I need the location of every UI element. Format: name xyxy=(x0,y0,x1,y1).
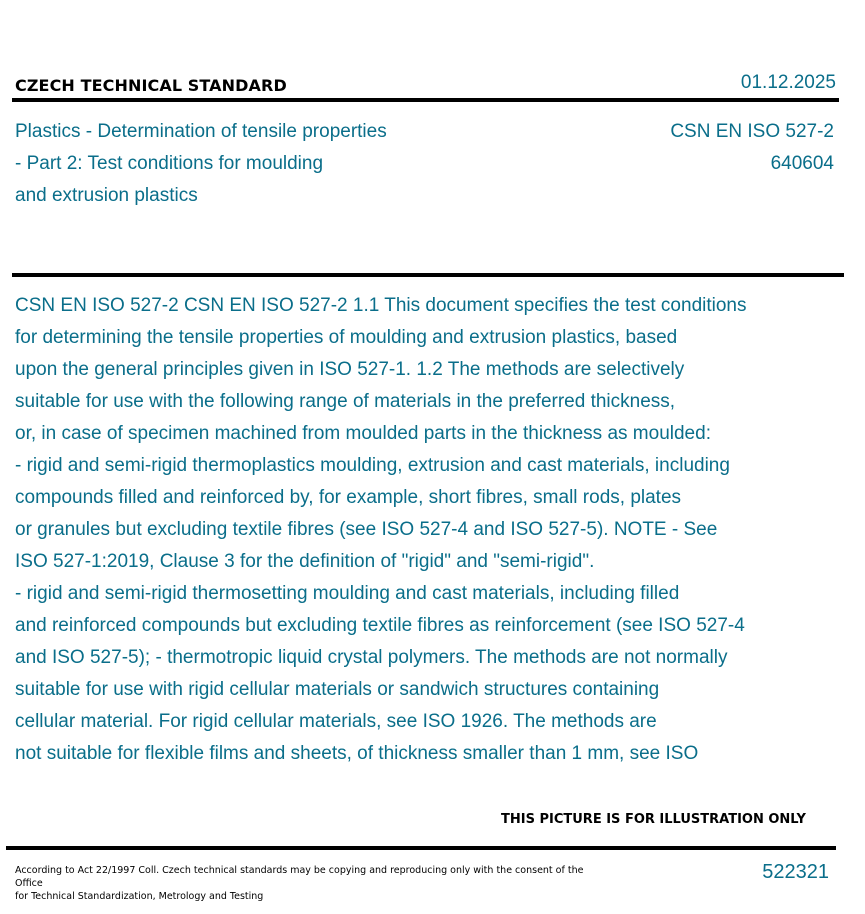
document-type-label: CZECH TECHNICAL STANDARD xyxy=(15,76,287,95)
footer-divider xyxy=(6,846,836,850)
legal-line: for Technical Standardization, Metrology and Testing xyxy=(15,891,264,902)
scope-text xyxy=(15,290,865,770)
legal-notice xyxy=(15,864,595,903)
body-line: cellular material. For rigid cellular materials, see ISO 1926. The methods are xyxy=(15,711,657,732)
catalog-number: 640604 xyxy=(770,153,834,174)
body-line: or, in case of specimen machined from moulded parts in the thickness as moulded: xyxy=(15,423,711,444)
legal-line: According to Act 22/1997 Coll. Czech technical standards may be copying and reproducing only with the consent of the Office xyxy=(15,865,584,889)
body-line: compounds filled and reinforced by, for example, short fibres, small rods, plates xyxy=(15,487,682,508)
body-line: suitable for use with the following range of materials in the preferred thickness, xyxy=(15,391,676,412)
body-line: and reinforced compounds but excluding textile fibres as reinforcement (see ISO 527-4 xyxy=(15,615,745,636)
publication-date: 01.12.2025 xyxy=(740,72,836,93)
standard-reference xyxy=(670,116,834,180)
body-line: or granules but excluding textile fibres (see ISO 527-4 and ISO 527-5). NOTE - See xyxy=(15,519,718,540)
body-line: - rigid and semi-rigid thermoplastics moulding, extrusion and cast materials, including xyxy=(15,455,730,476)
header-divider xyxy=(12,98,839,102)
standard-number: CSN EN ISO 527-2 xyxy=(670,121,834,142)
title-line: Plastics - Determination of tensile properties xyxy=(15,121,387,142)
footer-code: 522321 xyxy=(762,861,829,883)
illustration-notice: THIS PICTURE IS FOR ILLUSTRATION ONLY xyxy=(501,812,806,827)
title-line: and extrusion plastics xyxy=(15,185,198,206)
section-divider xyxy=(12,273,844,277)
body-line: not suitable for flexible films and sheets, of thickness smaller than 1 mm, see ISO xyxy=(15,743,699,764)
body-line: ISO 527-1:2019, Clause 3 for the definition of "rigid" and "semi-rigid". xyxy=(15,551,595,572)
body-line: upon the general principles given in ISO 527-1. 1.2 The methods are selectively xyxy=(15,359,685,380)
body-line: suitable for use with rigid cellular materials or sandwich structures containing xyxy=(15,679,660,700)
body-line: CSN EN ISO 527-2 CSN EN ISO 527-2 1.1 This document specifies the test conditions xyxy=(15,295,747,316)
title-line: - Part 2: Test conditions for moulding xyxy=(15,153,324,174)
body-line: and ISO 527-5); - thermotropic liquid crystal polymers. The methods are not normally xyxy=(15,647,728,668)
body-line: for determining the tensile properties of moulding and extrusion plastics, based xyxy=(15,327,678,348)
body-line: - rigid and semi-rigid thermosetting moulding and cast materials, including filled xyxy=(15,583,680,604)
standard-title xyxy=(15,116,475,212)
